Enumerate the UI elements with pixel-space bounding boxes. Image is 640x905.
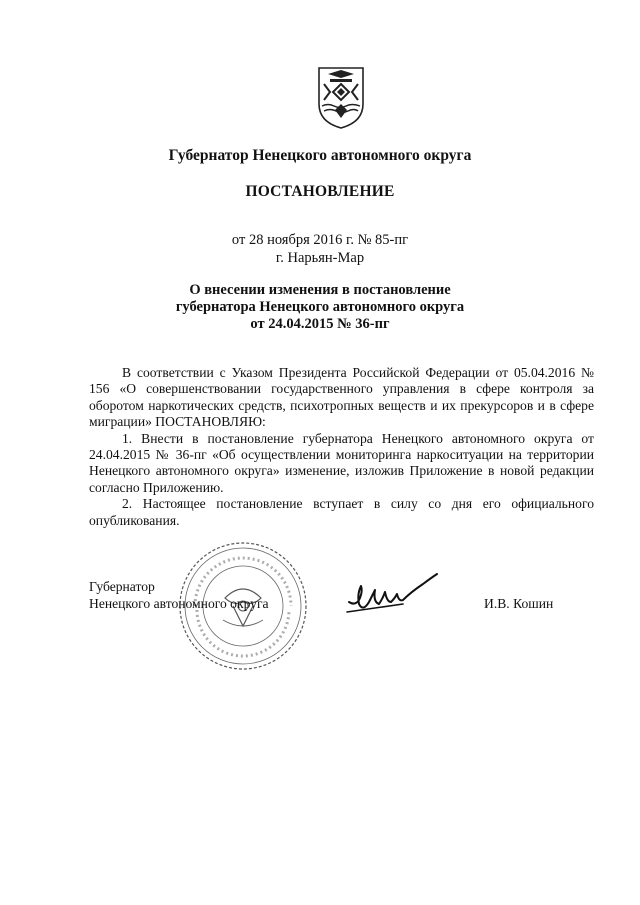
coat-of-arms-icon (316, 66, 366, 130)
authority-title: Губернатор Ненецкого автономного округа (168, 147, 472, 164)
signatory-position (89, 579, 269, 612)
body-paragraph: 1. Внести в постановление губернатора Ненецкого автономного округа от 24.04.2015 № 36-пг «Об осуществлении мониторинга наркоситуации на территории Ненецкого автономного округа» изменение, изложив Приложение в новой редакции согласно Приложению. (89, 430, 594, 495)
subject-line: губернатора Ненецкого автономного округа (175, 299, 465, 315)
document-subject (0, 282, 640, 333)
subject-line: О внесении изменения в постановление (189, 282, 451, 298)
document-date: от 28 ноября 2016 г. № 85-пг (231, 232, 409, 248)
signatory-name: И.В. Кошин (484, 596, 554, 611)
document-city: г. Нарьян-Мар (275, 250, 365, 266)
document-type: ПОСТАНОВЛЕНИЕ (245, 183, 395, 200)
document-body (89, 365, 594, 529)
handwritten-signature (345, 572, 440, 622)
body-paragraph: 2. Настоящее постановление вступает в силу со дня его официального опубликования. (89, 496, 594, 528)
subject-line: от 24.04.2015 № 36-пг (250, 316, 390, 332)
signatory-position-line: Губернатор (89, 579, 155, 594)
signatory-position-line: Ненецкого автономного округа (89, 595, 269, 611)
body-paragraph: В соответствии с Указом Президента Российской Федерации от 05.04.2016 № 156 «О совершенствовании государственного управления в сфере контроля за оборотом наркотических средств, психотропных веществ и их прекурсоров и в сфере миграции» ПОСТАНОВЛЯЮ: (89, 365, 594, 430)
